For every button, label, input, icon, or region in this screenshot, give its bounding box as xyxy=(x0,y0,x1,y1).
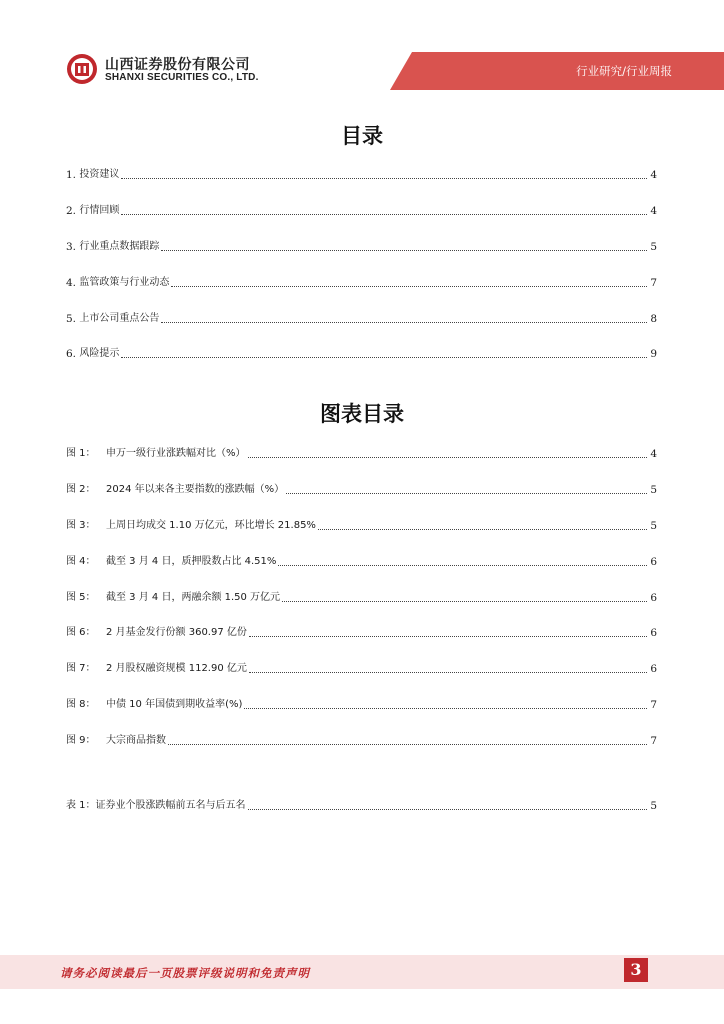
figure-number: 图 5： xyxy=(66,592,96,603)
figure-entry[interactable] xyxy=(66,445,657,461)
figure-entry[interactable] xyxy=(66,660,657,676)
toc-entry[interactable]: 3. 行业重点数据跟踪 5 xyxy=(66,241,657,253)
figure-entry[interactable] xyxy=(66,553,657,569)
figure-number: 图 8： xyxy=(66,699,96,710)
toc-page-number: 7 xyxy=(650,699,657,711)
figure-entry[interactable] xyxy=(66,732,657,748)
table-entry[interactable] xyxy=(66,797,657,813)
toc-title: 目录 xyxy=(341,124,383,148)
toc-entry[interactable]: 2. 行情回顾 4 xyxy=(66,205,657,217)
page-number: 3 xyxy=(624,958,648,982)
toc-page-number: 8 xyxy=(650,313,657,325)
toc-entry-label: 行业重点数据跟踪 xyxy=(79,241,160,252)
toc-page-number: 6 xyxy=(650,592,657,604)
figure-entry[interactable] xyxy=(66,589,657,605)
toc-entry-label: 监管政策与行业动态 xyxy=(79,277,170,288)
toc-page-number: 7 xyxy=(650,277,657,289)
figure-entry[interactable] xyxy=(66,517,657,533)
toc-page-number: 5 xyxy=(650,484,657,496)
toc-page-number: 4 xyxy=(650,169,657,181)
toc-entry-label: 行情回顾 xyxy=(79,205,120,216)
toc-page-number: 6 xyxy=(650,627,657,639)
toc-entry[interactable]: 5. 上市公司重点公告 8 xyxy=(66,313,657,325)
figure-number: 图 7： xyxy=(66,663,96,674)
figure-label: 截至 3 月 4 日，两融余额 1.50 万亿元 xyxy=(106,592,281,603)
toc-page-number: 5 xyxy=(650,800,657,812)
figure-label: 2 月基金发行份额 360.97 亿份 xyxy=(106,627,247,638)
toc-page-number: 6 xyxy=(650,556,657,568)
figure-entry[interactable] xyxy=(66,696,657,712)
figure-number: 图 2： xyxy=(66,484,96,495)
figure-number: 图 9： xyxy=(66,735,96,746)
figure-label: 中债 10 年国债到期收益率(%) xyxy=(106,699,243,710)
toc-page-number: 9 xyxy=(650,348,657,360)
company-name-en: SHANXI SECURITIES CO., LTD. xyxy=(105,72,259,83)
figures-title: 图表目录 xyxy=(320,402,404,426)
table-label: 表 1：证券业个股涨跌幅前五名与后五名 xyxy=(66,800,246,811)
figure-number: 图 4： xyxy=(66,556,96,567)
figure-label: 大宗商品指数 xyxy=(106,735,166,746)
company-name-cn: 山西证券股份有限公司 xyxy=(105,57,250,73)
toc-entry-label: 上市公司重点公告 xyxy=(79,313,160,324)
company-logo-icon xyxy=(66,53,98,85)
toc-entry[interactable]: 6. 风险提示 9 xyxy=(66,348,657,360)
figure-number: 图 1： xyxy=(66,448,96,459)
figure-label: 申万一级行业涨跌幅对比（%） xyxy=(106,448,246,459)
toc-entry[interactable]: 1. 投资建议 4 xyxy=(66,169,657,181)
figure-label: 2 月股权融资规模 112.90 亿元 xyxy=(106,663,247,674)
report-type: 行业研究/行业周报 xyxy=(576,64,672,78)
toc-page-number: 5 xyxy=(650,241,657,253)
toc-page-number: 4 xyxy=(650,448,657,460)
toc-entry[interactable]: 4. 监管政策与行业动态 7 xyxy=(66,277,657,289)
toc-entry-label: 投资建议 xyxy=(79,169,120,180)
figure-label: 上周日均成交 1.10 万亿元，环比增长 21.85% xyxy=(106,520,316,531)
figure-label: 2024 年以来各主要指数的涨跌幅（%） xyxy=(106,484,285,495)
toc-page-number: 5 xyxy=(650,520,657,532)
figure-entry[interactable] xyxy=(66,624,657,640)
toc-page-number: 4 xyxy=(650,205,657,217)
figure-number: 图 6： xyxy=(66,627,96,638)
toc-page-number: 7 xyxy=(650,735,657,747)
toc-entry-label: 风险提示 xyxy=(79,348,120,359)
figure-label: 截至 3 月 4 日，质押股数占比 4.51% xyxy=(106,556,277,567)
figure-number: 图 3： xyxy=(66,520,96,531)
figure-entry[interactable] xyxy=(66,481,657,497)
toc-page-number: 6 xyxy=(650,663,657,675)
footer-disclaimer: 请务必阅读最后一页股票评级说明和免责声明 xyxy=(60,966,310,980)
